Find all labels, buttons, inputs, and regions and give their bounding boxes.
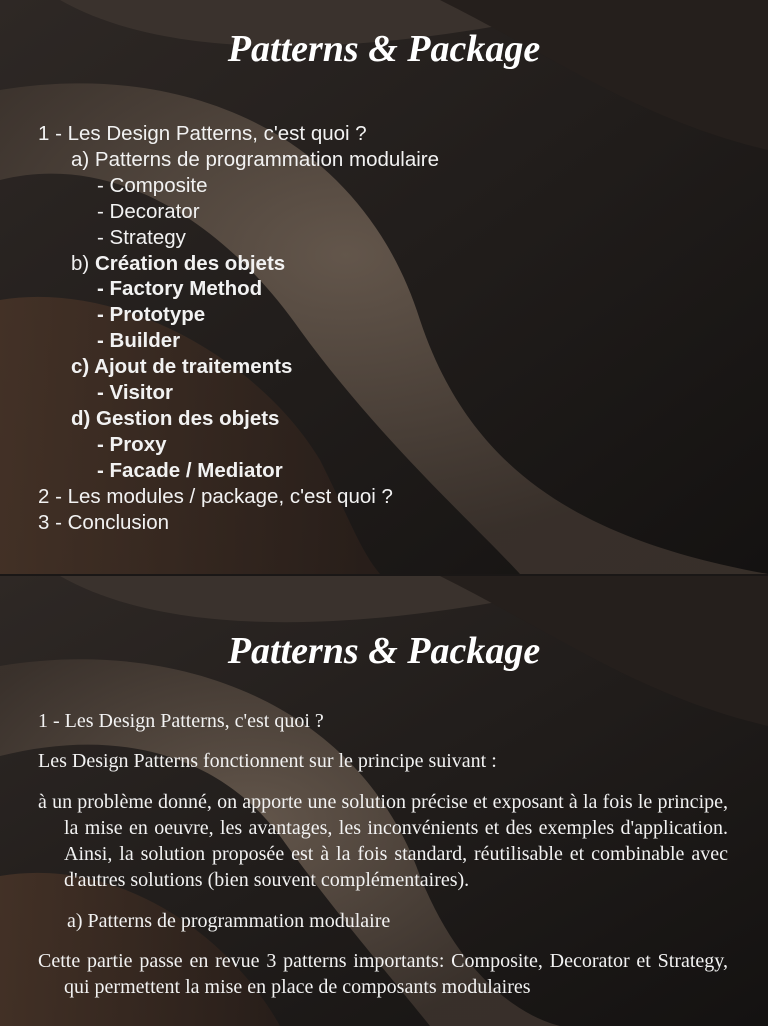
slide-title: Patterns & Package bbox=[227, 28, 541, 70]
slide-title: Patterns & Package bbox=[227, 630, 541, 672]
outline-item: - Proxy bbox=[97, 432, 167, 456]
outline-item: - Composite bbox=[97, 173, 208, 197]
outline-item: 3 - Conclusion bbox=[38, 510, 170, 534]
outline-item: - Prototype bbox=[97, 303, 206, 327]
outline-item: d) Gestion des objets bbox=[71, 406, 280, 430]
outline-item: - Builder bbox=[97, 329, 181, 353]
outline-item: a) Patterns de programmation modulaire bbox=[71, 147, 440, 171]
paragraph: Les Design Patterns fonctionnent sur le principe suivant : bbox=[38, 750, 497, 773]
outline-item: - Visitor bbox=[97, 381, 173, 405]
outline-item: c) Ajout de traitements bbox=[71, 355, 293, 379]
paragraph: à un problème donné, on apporte une solution précise et exposant à la fois le principe, la mise en oeuvre, les avantages, les inconvénients et des exemples d'application. Ainsi, la solution proposée est à la fois standard, réutilisable et combinable avec d'autres solutions (bien souvent complémentaires). bbox=[38, 790, 728, 892]
section-heading: 1 - Les Design Patterns, c'est quoi ? bbox=[38, 710, 324, 732]
outline-item: - Factory Method bbox=[97, 277, 263, 301]
outline-item: - Facade / Mediator bbox=[97, 458, 283, 482]
outline-item: - Decorator bbox=[97, 199, 200, 223]
outline-list bbox=[38, 121, 439, 536]
outline-item: - Strategy bbox=[97, 225, 186, 249]
outline-item: 1 - Les Design Patterns, c'est quoi ? bbox=[38, 122, 367, 145]
outline-item: 2 - Les modules / package, c'est quoi ? bbox=[38, 484, 393, 508]
outline-item: b) Création des objets bbox=[71, 251, 286, 275]
slide-2-body bbox=[38, 708, 728, 1015]
paragraph: Cette partie passe en revue 3 patterns importants: Composite, Decorator et Strategy, qui permettent la mise en place de composants modulaires bbox=[38, 950, 728, 999]
subsection-heading: a) Patterns de programmation modulaire bbox=[67, 909, 391, 932]
